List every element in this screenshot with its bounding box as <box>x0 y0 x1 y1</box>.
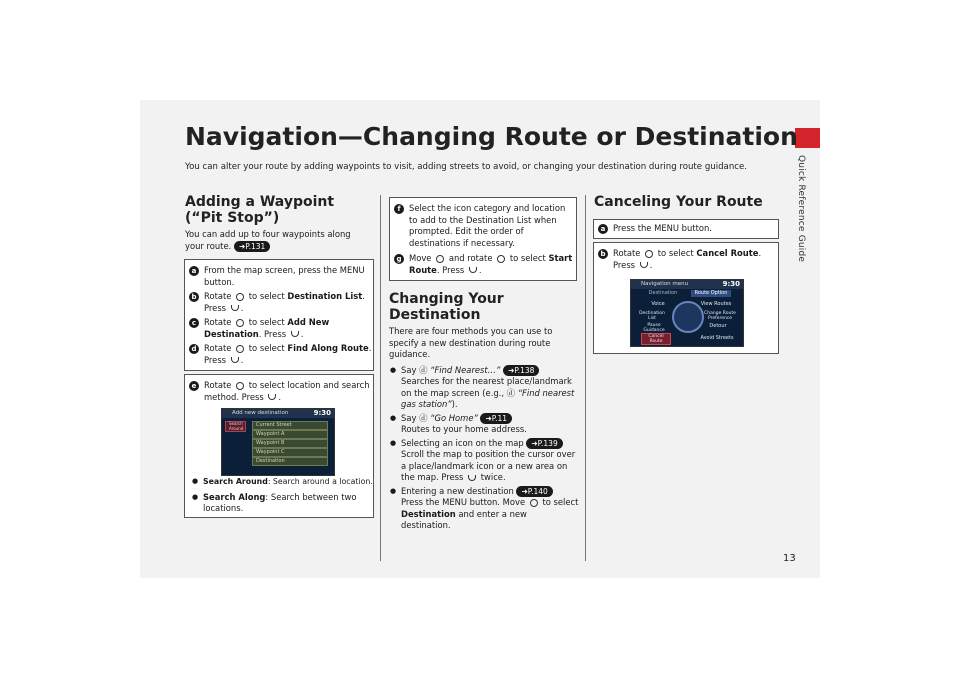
cancel-route-heading: Canceling Your Route <box>594 194 763 210</box>
screen-title: Navigation menu <box>631 280 743 289</box>
method-find-nearest: ● Say ⓓ “Find Nearest…” ➜P.138 Searches for the nearest place/landmark on the map screen (e.g., ⓓ “Find nearest gas station”). <box>389 365 579 411</box>
method-enter-destination: ● Entering a new destination ➜P.140 Press the MENU button. Move to select Destination and enter a new destination. <box>389 486 579 532</box>
page-ref-link[interactable]: ➜P.11 <box>480 413 512 424</box>
cancel-step-b: b Rotate to select Cancel Route. Press . <box>594 248 778 271</box>
menu-item-pause-guidance[interactable]: Pause Guidance <box>643 323 665 333</box>
dial-icon <box>645 250 653 258</box>
enter-icon <box>231 305 239 311</box>
page-ref-link[interactable]: ➜P.140 <box>516 486 552 497</box>
enter-icon <box>268 394 276 400</box>
menu-tab-destination[interactable]: Destination <box>648 290 678 296</box>
menu-item-view-routes[interactable]: View Routes <box>700 301 732 307</box>
menu-item-cancel-route[interactable]: Cancel Route <box>641 333 671 345</box>
step-g: g Move and rotate to select Start Route. Press . <box>390 253 576 276</box>
column-divider <box>585 195 586 561</box>
dial-icon <box>236 293 244 301</box>
page-ref-link[interactable]: ➜P.138 <box>503 365 539 376</box>
dial-icon <box>236 345 244 353</box>
enter-icon <box>468 475 476 481</box>
step-d: d Rotate to select Find Along Route. Press . <box>185 343 373 366</box>
column-divider <box>380 195 381 561</box>
step-a: a From the map screen, press the MENU button. <box>185 265 373 288</box>
talk-icon: ⓓ <box>419 364 428 375</box>
cancel-step-a: a Press the MENU button. <box>594 223 778 235</box>
step-e: e Rotate to select location and search method. Press . <box>185 380 373 403</box>
change-destination-heading: Changing Your Destination <box>389 291 504 323</box>
screen-row[interactable]: Current Street <box>252 421 328 430</box>
bullet-search-along: ● Search Along: Search between two locations. <box>191 492 373 515</box>
cancel-route-section <box>594 194 784 210</box>
menu-item-avoid-streets[interactable]: Avoid Streets <box>700 335 734 341</box>
search-around-tab[interactable]: Search Around <box>225 421 246 432</box>
dial-icon <box>236 382 244 390</box>
add-destination-screen <box>221 408 335 476</box>
enter-icon <box>469 267 477 273</box>
enter-icon <box>291 331 299 337</box>
talk-icon: ⓓ <box>506 387 516 398</box>
bullet-search-around: ● Search Around: Search around a location. <box>191 476 373 488</box>
talk-icon: ⓓ <box>419 412 428 423</box>
waypoint-heading: Adding a Waypoint (“Pit Stop”) <box>185 194 335 226</box>
method-select-icon: ● Selecting an icon on the map ➜P.139 Scroll the map to position the cursor over a place/landmark icon or a new area on the map. Press twice. <box>389 438 579 484</box>
joystick-icon <box>436 255 444 263</box>
change-destination-section <box>389 291 579 534</box>
enter-icon <box>640 262 648 268</box>
waypoint-steps-box <box>184 259 374 371</box>
intro-text: You can alter your route by adding waypoints to visit, adding streets to avoid, or changing your destination during route guidance. <box>185 162 748 172</box>
screen-row[interactable]: Waypoint A <box>252 430 328 439</box>
cancel-step2-box <box>593 242 779 354</box>
waypoint-desc: You can add up to four waypoints along your route. ➜P.131 <box>185 229 351 251</box>
screen-row[interactable]: Destination <box>252 457 328 466</box>
dial-icon <box>497 255 505 263</box>
page-ref-link[interactable]: ➜P.131 <box>234 241 270 252</box>
page-ref-link[interactable]: ➜P.139 <box>526 438 562 449</box>
screen-time: 9:30 <box>313 409 331 417</box>
step-b: b Rotate to select Destination List. Press . <box>185 291 373 314</box>
screen-time: 9:30 <box>722 280 740 288</box>
waypoint-section <box>185 194 375 252</box>
page-number: 13 <box>783 553 796 564</box>
screen-row[interactable]: Waypoint C <box>252 448 328 457</box>
side-tab-label: Quick Reference Guide <box>796 155 806 263</box>
step-f: f Select the icon category and location to add to the Destination List when prompted. Edit the order of destinations if necessary. <box>390 203 576 249</box>
menu-item-destination-list[interactable]: Destination List <box>639 311 665 321</box>
page-title: Navigation—Changing Route or Destination <box>185 122 798 151</box>
waypoint-step5-box <box>184 374 374 518</box>
dial-icon <box>236 319 244 327</box>
joystick-icon <box>530 499 538 507</box>
menu-item-detour[interactable]: Detour <box>709 323 727 329</box>
enter-icon <box>231 357 239 363</box>
cancel-step1-box <box>593 219 779 239</box>
step-c: c Rotate to select Add New Destination. Press . <box>185 317 373 340</box>
screen-title: Add new destination <box>222 409 334 418</box>
navigation-menu-screen <box>630 279 744 347</box>
section-tab-marker <box>795 128 820 148</box>
steps-f-g-box <box>389 197 577 281</box>
menu-tab-route-option[interactable]: Route Option <box>691 290 731 297</box>
menu-item-change-route-preference[interactable]: Change Route Preference <box>704 311 736 321</box>
menu-item-voice[interactable]: Voice <box>651 301 665 307</box>
method-go-home: ● Say ⓓ “Go Home” ➜P.11 Routes to your home address. <box>389 413 579 436</box>
change-destination-desc: There are four methods you can use to specify a new destination during route guidance. <box>389 326 553 359</box>
screen-row[interactable]: Waypoint B <box>252 439 328 448</box>
